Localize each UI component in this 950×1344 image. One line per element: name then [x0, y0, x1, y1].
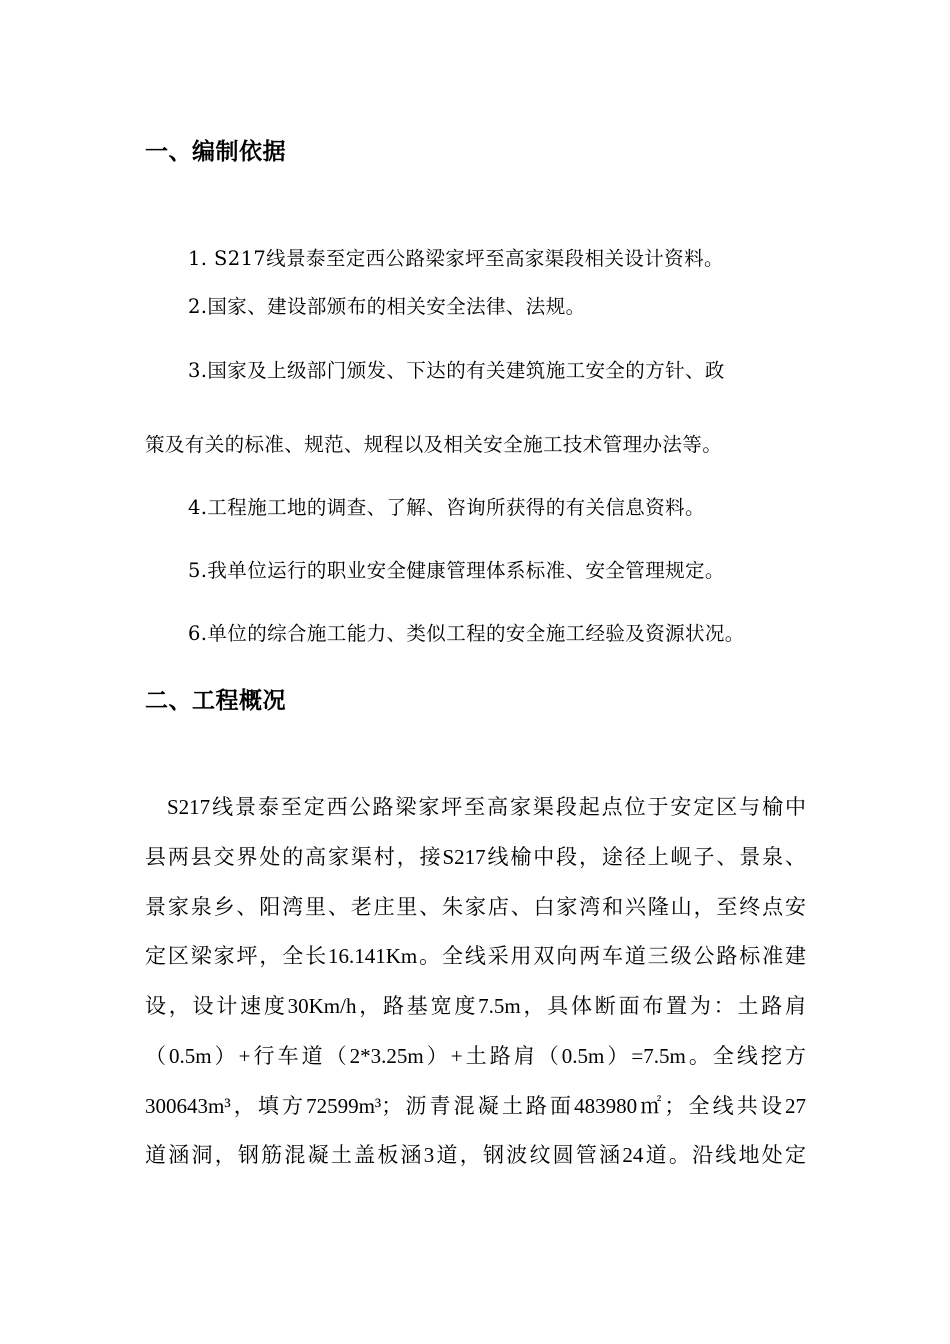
overview-line-5: 设，设计速度30Km/h，路基宽度7.5m，具体断面布置为：土路肩: [145, 994, 806, 1018]
overview-line-8: 道涵洞，钢筋混凝土盖板涵3道，钢波纹圆管涵24道。沿线地处定: [145, 1143, 806, 1167]
section-heading-basis: 一、编制依据: [145, 139, 286, 165]
overview-line-1: S217线景泰至定西公路梁家坪至高家渠段起点位于安定区与榆中: [167, 795, 806, 819]
overview-line-4: 定区梁家坪，全长16.141Km。全线采用双向两车道三级公路标准建: [145, 944, 806, 968]
basis-item-5: 5.我单位运行的职业安全健康管理体系标准、安全管理规定。: [188, 559, 725, 582]
basis-item-4: 4.工程施工地的调查、了解、咨询所获得的有关信息资料。: [188, 496, 705, 519]
overview-line-3: 景家泉乡、阳湾里、老庄里、朱家店、白家湾和兴隆山，至终点安: [145, 895, 806, 919]
basis-item-2: 2.国家、建设部颁布的相关安全法律、法规。: [188, 295, 586, 318]
basis-item-3-continuation: 策及有关的标准、规范、规程以及相关安全施工技术管理办法等。: [145, 433, 723, 456]
overview-line-6: （0.5m）+行车道（2*3.25m）+土路肩（0.5m）=7.5m。全线挖方: [145, 1044, 806, 1068]
basis-item-1: 1. S217线景泰至定西公路梁家坪至高家渠段相关设计资料。: [188, 247, 724, 270]
basis-item-6: 6.单位的综合施工能力、类似工程的安全施工经验及资源状况。: [188, 622, 745, 645]
section-heading-overview: 二、工程概况: [145, 688, 286, 714]
overview-line-7: 300643m³，填方72599m³；沥青混凝土路面483980㎡；全线共设27: [145, 1094, 806, 1118]
basis-item-3: 3.国家及上级部门颁发、下达的有关建筑施工安全的方针、政: [188, 359, 725, 382]
overview-line-2: 县两县交界处的高家渠村，接S217线榆中段，途径上岘子、景泉、: [145, 845, 806, 869]
